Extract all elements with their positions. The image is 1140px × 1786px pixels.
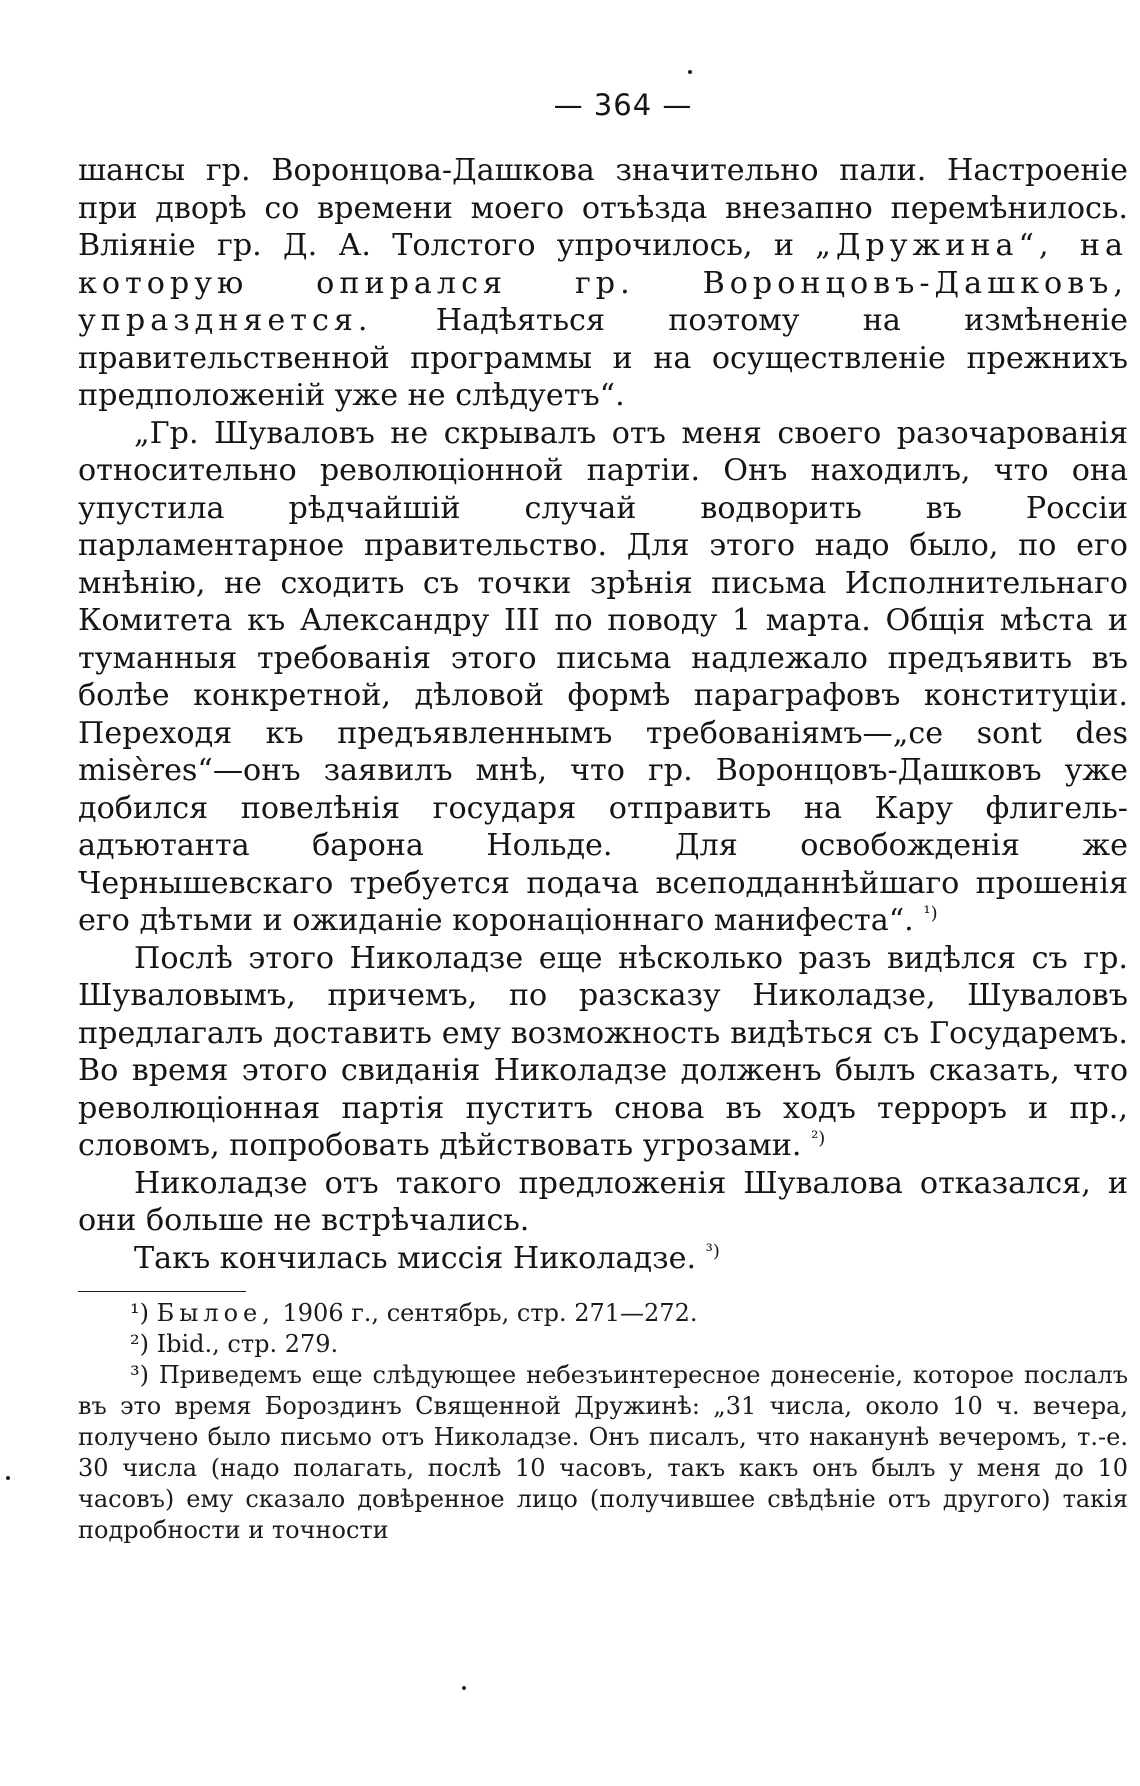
footnotes: [78, 1298, 1128, 1546]
footnote-3: [78, 1360, 1128, 1546]
footnote-2-mark: ²): [130, 1330, 149, 1358]
paragraph-2-text: „Гр. Шуваловъ не скрывалъ отъ меня своего разочарованія относительно революціонной партіи. Онъ находилъ, что она упустила рѣдчайшій случай водворить въ Россіи парламентарное правительство. Для этого надо было, по его мнѣнію, не сходить съ точки зрѣнія письма Исполнительнаго Комитета къ Александру III по поводу 1 марта. Общія мѣста и туманныя требованія этого письма надлежало предъявить въ болѣе конкретной, дѣловой формѣ параграфовъ конституціи. Переходя къ предъявленнымъ требованіямъ—„ce sont des misères“—онъ заявилъ мнѣ, что гр. Воронцовъ-Дашковъ уже добился повелѣнія государя отправить на Кару флигель-адъютанта барона Нольде. Для освобожденія же Чернышевскаго требуется подача всеподданнѣйшаго прошенія его дѣтьми и ожиданіе коронаціоннаго манифеста“.: [78, 415, 1128, 938]
footnote-1-text: 1906 г., сентябрь, стр. 271—272.: [274, 1299, 698, 1327]
paragraph-3: [78, 940, 1128, 1165]
footnote-divider: [78, 1291, 246, 1292]
paragraph-3-text: Послѣ этого Николадзе еще нѣсколько разъ видѣлся съ гр. Шуваловымъ, причемъ, по разсказу Николадзе, Шуваловъ предлагалъ доставить ему возможность видѣться съ Государемъ. Во время этого свиданія Николадзе долженъ былъ сказать, что революціонная партія пуститъ снова въ ходъ терроръ и пр., словомъ, попробовать дѣйствовать угрозами.: [78, 940, 1128, 1163]
paragraph-5-text: Такъ кончилась миссія Николадзе.: [134, 1240, 697, 1276]
footnote-1: [78, 1298, 1128, 1329]
speck-bottom: [462, 1686, 466, 1690]
footnote-2-text: Ibid., стр. 279.: [148, 1330, 339, 1358]
footnote-1-source: Былое,: [156, 1299, 275, 1327]
footnote-ref-3: ³): [705, 1240, 720, 1262]
paragraph-1-emphasis: „Дружина“, на которую опирался гр. Воронцовъ-Дашковъ, упраздняется.: [78, 228, 1128, 338]
main-text: [78, 152, 1128, 1277]
paragraph-1-text: шансы гр. Воронцова-Дашкова значительно пали. Настроеніе при дворѣ со времени моего отъѣзда внезапно перемѣнилось. Вліяніе гр. Д. А. Толстого упрочилось, и „Дружина“, на которую опирался гр. Воронцовъ-Дашковъ, упраздняется. Надѣяться поэтому на измѣненіе правительственной программы и на осуществленіе прежнихъ предположеній уже не слѣдуетъ“.: [78, 153, 1128, 413]
page-number: — 364 —: [553, 88, 693, 122]
paragraph-4-text: Николадзе отъ такого предложенія Шувалова отказался, и они больше не встрѣчались.: [78, 1165, 1128, 1238]
footnote-ref-2: ²): [811, 1127, 826, 1149]
paragraph-4: [78, 1165, 1128, 1240]
footnote-1-mark: ¹): [130, 1299, 149, 1327]
footnote-ref-1: ¹): [923, 902, 938, 924]
paragraph-5: [78, 1240, 1128, 1278]
speck-top: [688, 70, 692, 74]
speck-left: [6, 1476, 10, 1480]
footnote-3-text: Приведемъ еще слѣдующее небезъинтересное донесеніе, которое послалъ въ это время Бороздинъ Священной Дружинѣ: „31 числа, около 10 ч. вечера, получено было письмо отъ Николадзе. Онъ писалъ, что наканунѣ вечеромъ, т.-е. 30 числа (надо полагать, послѣ 10 часовъ, такъ какъ онъ былъ у меня до 10 часовъ) ему сказало довѣренное лицо (получившее свѣдѣніе отъ другого) такія подробности и точности: [78, 1361, 1128, 1544]
book-page: [78, 88, 1128, 1546]
footnote-2: [78, 1329, 1128, 1360]
paragraph-2: [78, 415, 1128, 940]
footnote-3-mark: ³): [130, 1361, 149, 1389]
paragraph-1: [78, 152, 1128, 415]
